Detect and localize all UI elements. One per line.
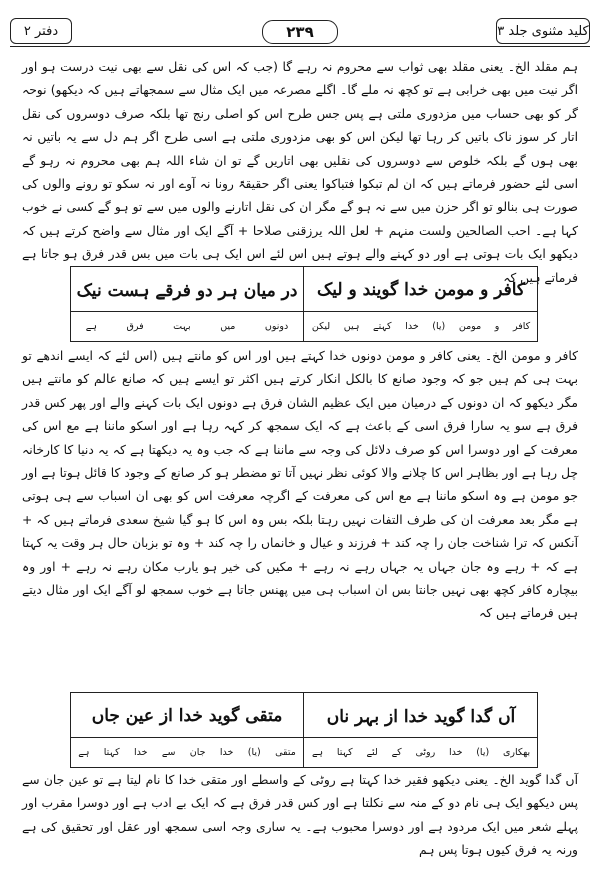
volume-label: دفتر ۲ (23, 23, 59, 39)
book-title-box (496, 18, 590, 44)
verse-2-gloss-right (305, 741, 537, 763)
page-header (10, 18, 590, 52)
gloss-word: دونوں (264, 320, 289, 332)
verse-gloss-rule (71, 737, 537, 738)
gloss-word: ہے (311, 746, 324, 758)
commentary-paragraph-1: ہم مقلد الخ۔ یعنی مقلد بھی ثواب سے محروم نہ رہے گا (جب کہ اس کی نقل سے بھی نیت درست ہو اور اگر نیت میں بھی خرابی ہے تو کچھ نہ ملے گا۔ اگلے مصرعہ میں ایک مثال سے سمجھاتے ہیں کہ دیکھو) نوحہ گر کو بھی حساب میں مزدوری ملتی ہے پس جس طرح اس کو اصلی رنج تھا بلکہ صرف دوسروں کی نقل اتار کر سوز ناک باتیں کر رہا تھا لیکن اس کو بھی مزدوری ملتی ہے اسی طرح اگر ہم دل سے یہ باتیں نہ بھی ہوں گے بلکہ خلوص سے دوسروں کی نقلیں بھی اتاریں گے تو ان شاء اللہ ہم بھی محروم نہ رہو گے اسی لئے حضور فرماتے ہیں کہ ان لم تبکوا فتباکوا یعنی اگر حقیقۃً رونا نہ آوے اور نہ سکو تو رونے والوں کی صورت ہی بنالو تو اگر حزن میں سے نہ ہو گے مگر ان کی نقل اتارنے والوں میں سے تو ہو گے کسی نے خوب کہا ہے۔ احب الصالحین ولست منہم + لعل اللہ یرزقنی صلاحا + آگے ایک اور مثال سے واضح کرتے ہیں کہ دیکھو ایک بات ہوتی ہے اور دو کہنے والے ہوتے ہیں اس لئے اس ایک ہی بات میں بس قدر فرق ہو جاتا ہے فرماتے ہیں کہ (22, 60, 578, 285)
gloss-word: کے (391, 746, 402, 758)
verse-divider (303, 693, 304, 767)
gloss-word: روٹی (415, 746, 436, 758)
verse-gloss-rule (71, 311, 537, 312)
gloss-word: بھکاری (502, 746, 531, 758)
commentary-paragraph-2: کافر و مومن الخ۔ یعنی کافر و مومن دونوں خدا کہتے ہیں اور اس کو مانتے ہیں (اس لئے کہ ایسے اندھے تو بہت ہی کم ہیں جو کہ وجود صانع کا بالکل انکار کرتے ہیں اکثر تو ایسے ہیں کہ صانع عالم کو مانتے ہیں مگر دیکھو کہ ان دونوں کے درمیان میں ایک عظیم الشان فرق ہے دونوں ایک بات کہنے والے اور پھر کس قدر فرق ہے سو یہ سارا فرق اسی کے باعث ہے کہ ایک سمجھ کر کہہ رہا ہے اور اسکو ماننا ہے مع اس کی معرفت کے اور دوسرا اس کو صرف دلائل کی وجہ سے ماننا ہے کہ جب وہ یہ دیکھتا ہے کہ یہ دنیا کا کارخانہ چل رہا ہے اور بظاہر اس کا چلانے والا کوئی نظر نہیں آتا تو مضطر ہو کر صانع کے وجود کا قائل ہوتا ہے اور جو مومن ہے وہ اسکو ماننا ہے مع اس کی معرفت کے اگرچہ معرفت اس کو بھی ان اسباب سے ہی ہوتی ہے مگر بعد معرفت ان کی طرف التفات نہیں رہتا بلکہ بس وہ اس کا ہو گیا شیخ سعدی فرماتے ہیں کہ + آنکس کہ ترا شناخت جان را چہ کند + فرزند و عیال و خانماں را چہ کند + وہ تو بزبان حال ہر وقت یہ کہتا ہے کہ + رہے وہ جان جہاں یہ جہاں رہے نہ رہے + مکیں کی خیر ہو یارب مکان رہے نہ رہے + اور وہ بیچارہ کافر کچھ بھی نہیں جانتا بس ان اسباب ہی میں پھنس جاتا ہے خوب سمجھ لو آگے ایک اور مثال دیتے ہیں فرماتے ہیں کہ (22, 349, 578, 621)
gloss-word: جان (189, 746, 206, 758)
header-rule (10, 46, 590, 47)
page-number: ۲۳۹ (286, 23, 314, 41)
gloss-word: کہتا (336, 746, 353, 758)
gloss-word: ہے (78, 746, 90, 758)
verse-2-second-hemistich: متقی گوید خدا از عین جاں (91, 706, 283, 726)
gloss-word: خدا (134, 746, 148, 758)
verse-1-second-hemistich: در میان ہر دو فرقے ہست نیک (76, 280, 298, 301)
verse-1-gloss-right (305, 315, 537, 337)
gloss-word: خدا (405, 320, 419, 332)
gloss-word: کہتے (373, 320, 392, 332)
verse-1-first-hemistich: کافر و مومن خدا گویند و لیک (317, 280, 525, 300)
gloss-word: لیکن (311, 320, 331, 332)
gloss-word: میں (220, 320, 236, 332)
page-number-box (262, 20, 338, 44)
verse-box-2 (70, 692, 538, 768)
gloss-word: (یا) (432, 320, 446, 332)
gloss-word: لئے (366, 746, 378, 758)
gloss-word: ہیں (343, 320, 360, 332)
book-title: کلید مثنوی جلد ۳ (497, 23, 589, 39)
verse-2-first-hemistich: آں گدا گوید خدا از بہر ناں (326, 706, 516, 727)
gloss-word: کہتا (103, 746, 120, 758)
commentary-paragraph-3: آں گدا گوید الخ۔ یعنی دیکھو فقیر خدا کہتا ہے روٹی کے واسطے اور متقی خدا کا نام لیتا ہے تو عین جان سے پس دیکھو ایک ہی نام دو کے منہ سے نکلتا ہے اور کس قدر فرق ہے کہ ایک بے ادب ہے اور دوسرا مقرب اور پہلے شعر میں ایک مردود ہے اور دوسرا محبوب ہے۔ یہ ساری وجہ اسی سمجھ اور عقل اور تحقیق کی ہے ورنہ یہ فرق کیوں ہوتا پس ہم (22, 773, 578, 858)
gloss-word: فرق (126, 320, 144, 332)
gloss-word: (یا) (476, 746, 490, 758)
gloss-word: خدا (219, 746, 234, 758)
gloss-word: (یا) (247, 746, 261, 758)
volume-box (10, 18, 72, 44)
gloss-word: و (494, 320, 500, 332)
gloss-word: سے (161, 746, 176, 758)
gloss-word: مومن (458, 320, 482, 332)
gloss-word: بہت (173, 320, 191, 332)
gloss-word: ہے (85, 320, 97, 332)
gloss-word: کافر (513, 320, 531, 332)
gloss-word: متقی (275, 746, 296, 758)
verse-divider (303, 267, 304, 341)
gloss-word: خدا (448, 746, 463, 758)
verse-box-1 (70, 266, 538, 342)
verse-2-gloss-left (71, 741, 303, 763)
verse-1-gloss-left (71, 315, 303, 337)
